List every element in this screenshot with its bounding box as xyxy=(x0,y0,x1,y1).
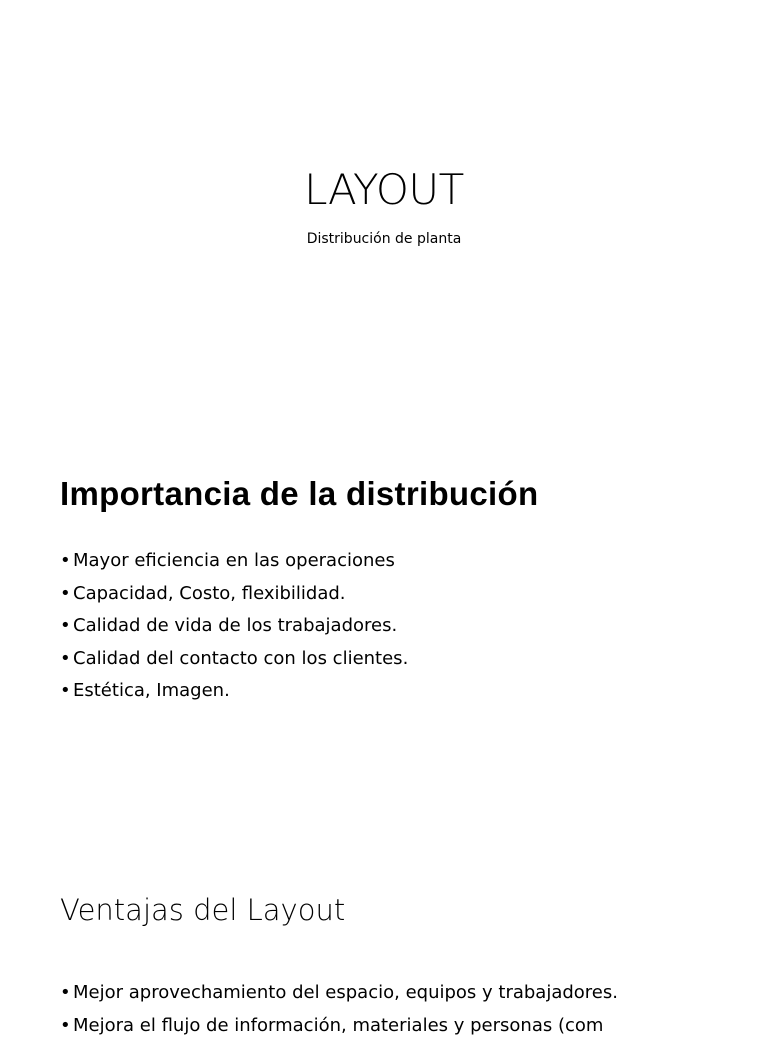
title-slide xyxy=(0,0,768,432)
bullet-icon: • xyxy=(60,1012,73,1040)
advantages-slide xyxy=(0,864,768,1024)
bullet-text: Calidad del contacto con los clientes. xyxy=(73,648,408,669)
bullet-text: Calidad de vida de los trabajadores. xyxy=(73,615,397,636)
advantages-bullet-list xyxy=(60,979,618,1044)
importance-slide xyxy=(0,432,768,864)
importance-heading: Importancia de la distribución xyxy=(60,474,538,514)
bullet-text: Mejor aprovechamiento del espacio, equipos y trabajadores. xyxy=(73,982,618,1003)
advantages-heading: Ventajas del Layout xyxy=(60,890,345,930)
list-item xyxy=(60,677,408,710)
slide-subtitle: Distribución de planta xyxy=(0,229,768,249)
bullet-text: Mejora el flujo de información, materiales y personas (com xyxy=(73,1015,603,1036)
importance-bullet-list xyxy=(60,547,408,710)
bullet-text: Mayor eficiencia en las operaciones xyxy=(73,550,395,571)
bullet-icon: • xyxy=(60,580,73,608)
list-item xyxy=(60,645,408,678)
bullet-text: Estética, Imagen. xyxy=(73,680,230,701)
bullet-icon: • xyxy=(60,612,73,640)
slide-title: LAYOUT xyxy=(0,166,768,214)
bullet-icon: • xyxy=(60,979,73,1007)
bullet-text: Capacidad, Costo, flexibilidad. xyxy=(73,583,346,604)
list-item xyxy=(60,1012,618,1044)
list-item xyxy=(60,547,408,580)
list-item xyxy=(60,580,408,613)
list-item xyxy=(60,612,408,645)
list-item xyxy=(60,979,618,1012)
bullet-icon: • xyxy=(60,645,73,673)
bullet-icon: • xyxy=(60,677,73,705)
bullet-icon: • xyxy=(60,547,73,575)
